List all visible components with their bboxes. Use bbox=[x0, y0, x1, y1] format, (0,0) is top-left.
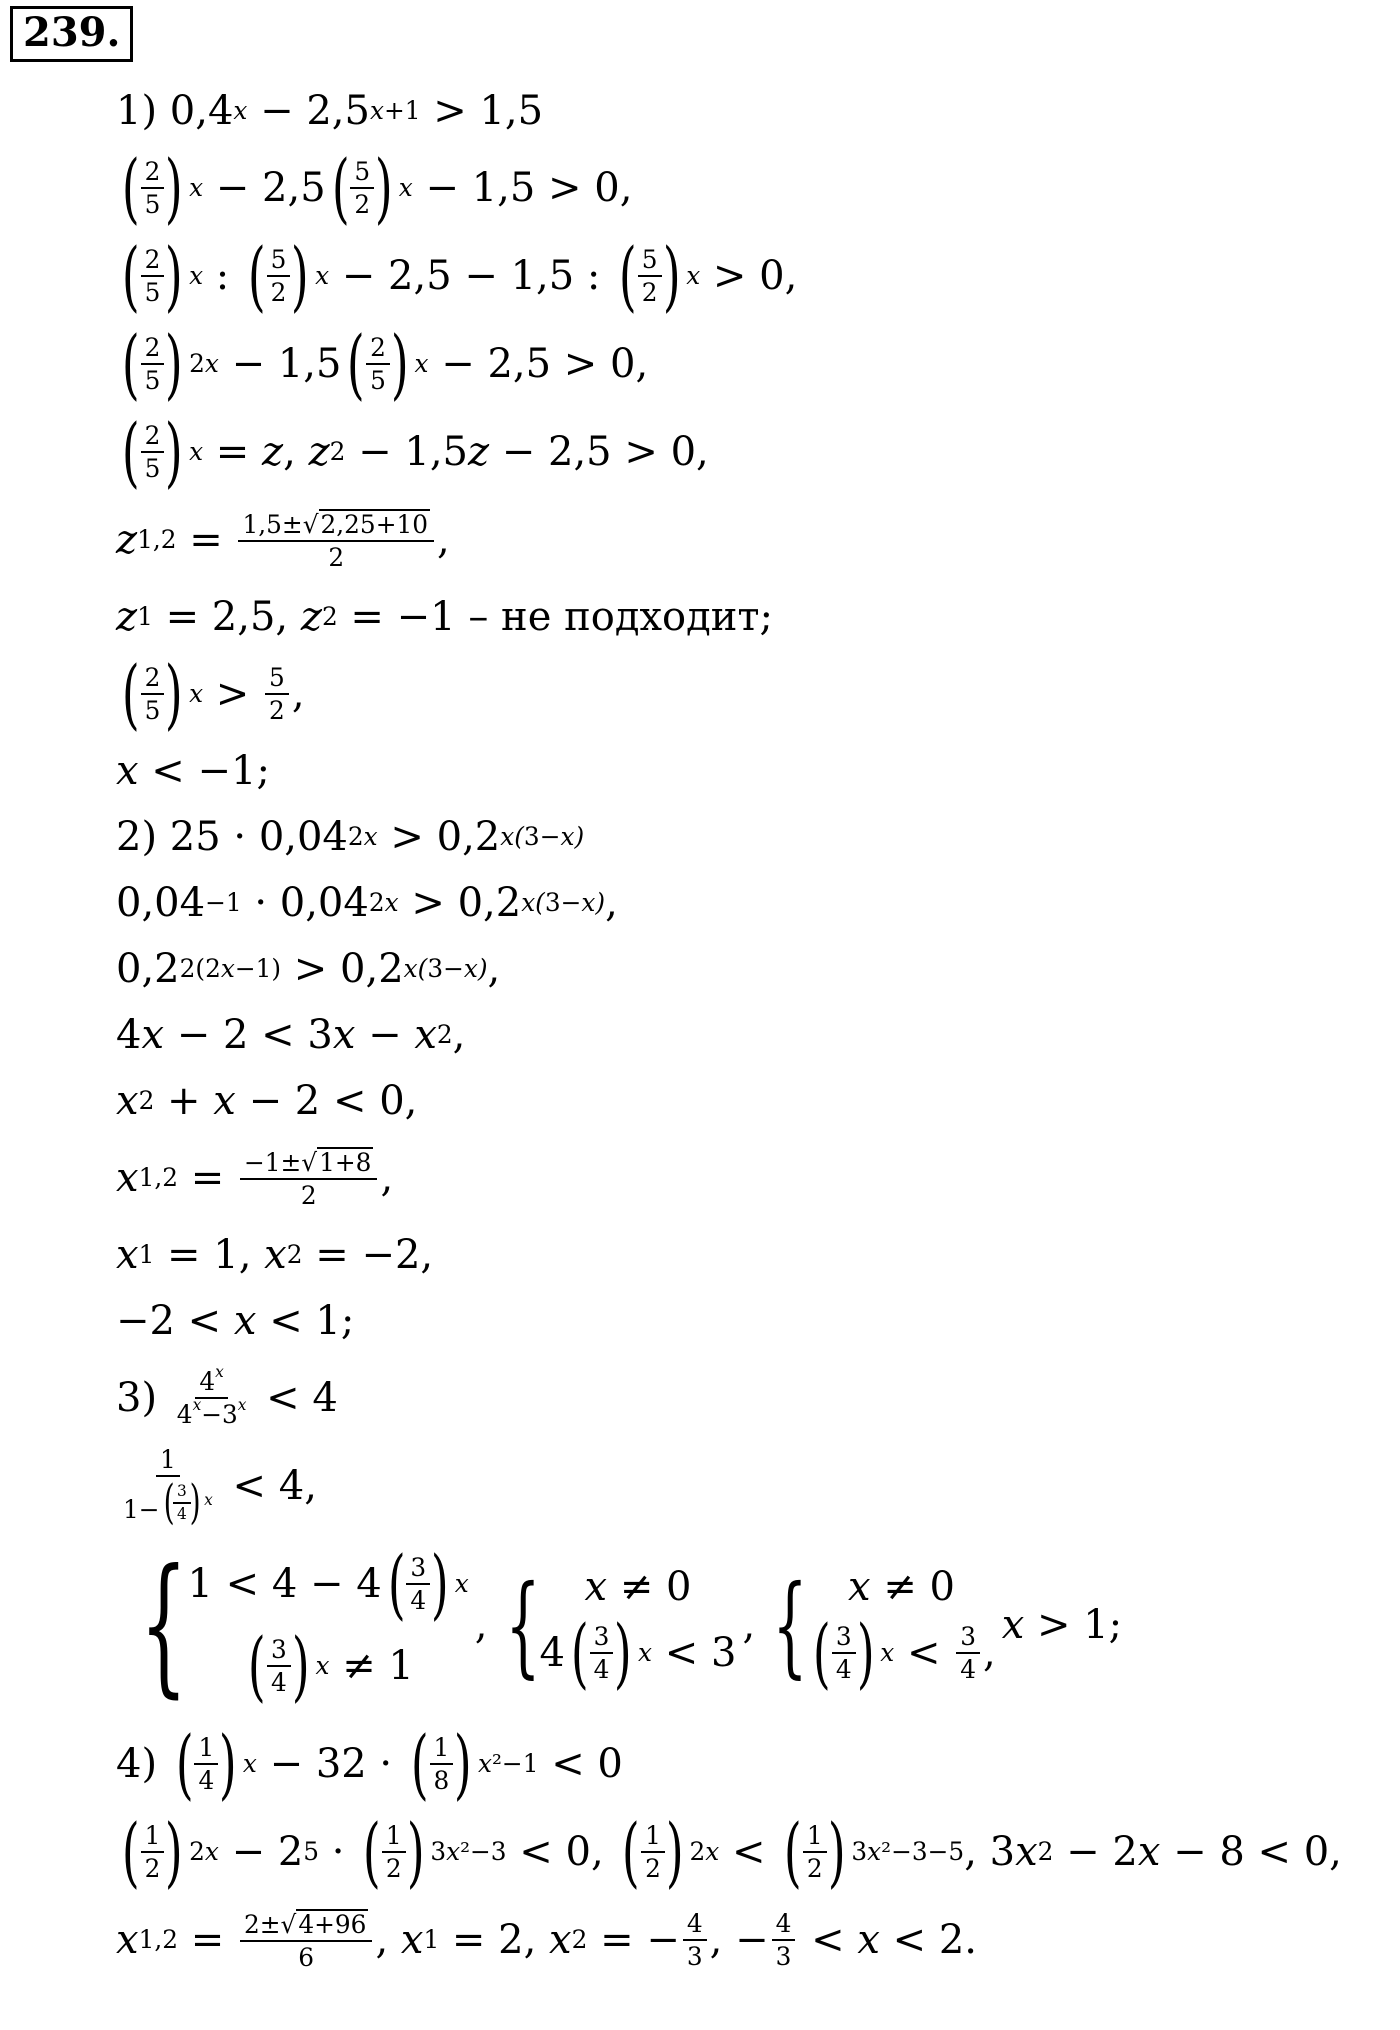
p2-line-4: 4 x − 2 < 3 x − x 2 , bbox=[116, 1012, 466, 1058]
p2-line-3: 0,2 2(2x−1) > 0,2 x(3−x) , bbox=[116, 946, 501, 992]
p1-line-4: ( $\frac{2}{5}$ ) 2x − 1,5 ( $\frac{2}{5}$ ) x − 2,5 > 0, bbox=[121, 319, 649, 408]
p2-answer: −2 < x < 1; bbox=[116, 1298, 355, 1344]
p3-system-2: { x ≠ 0 4 ( $\frac{3}{4}$ ) x < 3 bbox=[505, 1561, 737, 1697]
p4-label: 4) bbox=[116, 1741, 158, 1787]
p3-label: 3) bbox=[116, 1375, 158, 1421]
p1-note: – не подходит; bbox=[468, 594, 774, 640]
p1-line-6: z 1,2 = 1,5±√ 2,25+10 2 , bbox=[116, 509, 450, 572]
p1-line-8: ( $\frac{2}{5}$ ) x > $\frac{5}{2}$ , bbox=[121, 649, 305, 738]
p1-label: 1) bbox=[116, 88, 158, 134]
p4-line-2: ( $\frac{1}{2}$ ) 2x − 2 5 · ( $\frac{1}{2}$ ) 3x²−3 < 0, ( $\frac{1}{2}$ ) 2x < ( $\frac{1}{2}$ ) 3x²−3−5 , 3 x 2 − 2 x − 8 < 0, bbox=[121, 1807, 1342, 1896]
p3-line-1: 3) $\frac{4^x}{4^x-3^x}$ < 4 bbox=[116, 1362, 338, 1429]
p2-line-2: 0,04 −1 · 0,04 2x > 0,2 x(3−x) , bbox=[116, 880, 618, 926]
p2-line-7: x 1 = 1, x 2 = −2, bbox=[116, 1232, 434, 1278]
p1-line-2: ( $\frac{2}{5}$ ) x − 2,5 ( $\frac{5}{2}$ ) x − 1,5 > 0, bbox=[121, 143, 633, 232]
p2-label: 2) bbox=[116, 814, 158, 860]
p3-line-2: 1 1− ( $\frac{3}{4}$ ) $^x$ < 4, bbox=[123, 1444, 317, 1531]
p1-line-7: z 1 = 2,5, z 2 = −1 – не подходит; bbox=[116, 594, 774, 640]
p1-answer: x < −1; bbox=[116, 748, 270, 794]
p2-line-1: 2) 25 · 0,04 2x > 0,2 x(3−x) bbox=[116, 814, 585, 860]
p4-line-1: 4) ( $\frac{1}{4}$ ) x − 32 · ( $\frac{1}{8}$ ) x²−1 < 0 bbox=[116, 1719, 623, 1808]
p1-line-3: ( $\frac{2}{5}$ ) x : ( $\frac{5}{2}$ ) x − 2,5 − 1,5 : ( $\frac{5}{2}$ ) x > 0, bbox=[121, 231, 798, 320]
p1-line-5: ( $\frac{2}{5}$ ) x = z , z 2 − 1,5 z − 2,5 > 0, bbox=[121, 407, 709, 496]
p3-system-3: { x ≠ 0 ( $\frac{3}{4}$ ) x < $\frac{3}{4}$ , bbox=[772, 1561, 996, 1697]
p3-answer: x > 1; bbox=[1001, 1602, 1123, 1648]
p1-line-1: 1) 0,4 x − 2,5 x+1 > 1,5 bbox=[116, 88, 544, 134]
p2-line-5: x 2 + x − 2 < 0, bbox=[116, 1078, 418, 1124]
p3-systems: { 1 < 4 − 4 ( $\frac{3}{4}$ ) x ( $\frac{3}{4}$ ) x ≠ 1 , { x ≠ 0 4 ( $\frac{3}{4}$ ) x < 3 , { x ≠ 0 ( $\frac{3}{4}$ ) x < $\frac{3}{4}$ , x > 1; bbox=[116, 1530, 1386, 1720]
p2-line-6: x 1,2 = −1±√ 1+8 2 , bbox=[116, 1147, 394, 1210]
solution-body bbox=[116, 78, 1386, 1984]
problem-number: 239. bbox=[10, 6, 133, 62]
p3-system-1: { 1 < 4 − 4 ( $\frac{3}{4}$ ) x ( $\frac{3}{4}$ ) x ≠ 1 bbox=[139, 1538, 469, 1712]
p4-line-3: x 1,2 = 2±√ 4+96 6 , x 1 = 2, x 2 = − $\frac{4}{3}$ , − $\frac{4}{3}$ < x < 2. bbox=[116, 1908, 977, 1972]
